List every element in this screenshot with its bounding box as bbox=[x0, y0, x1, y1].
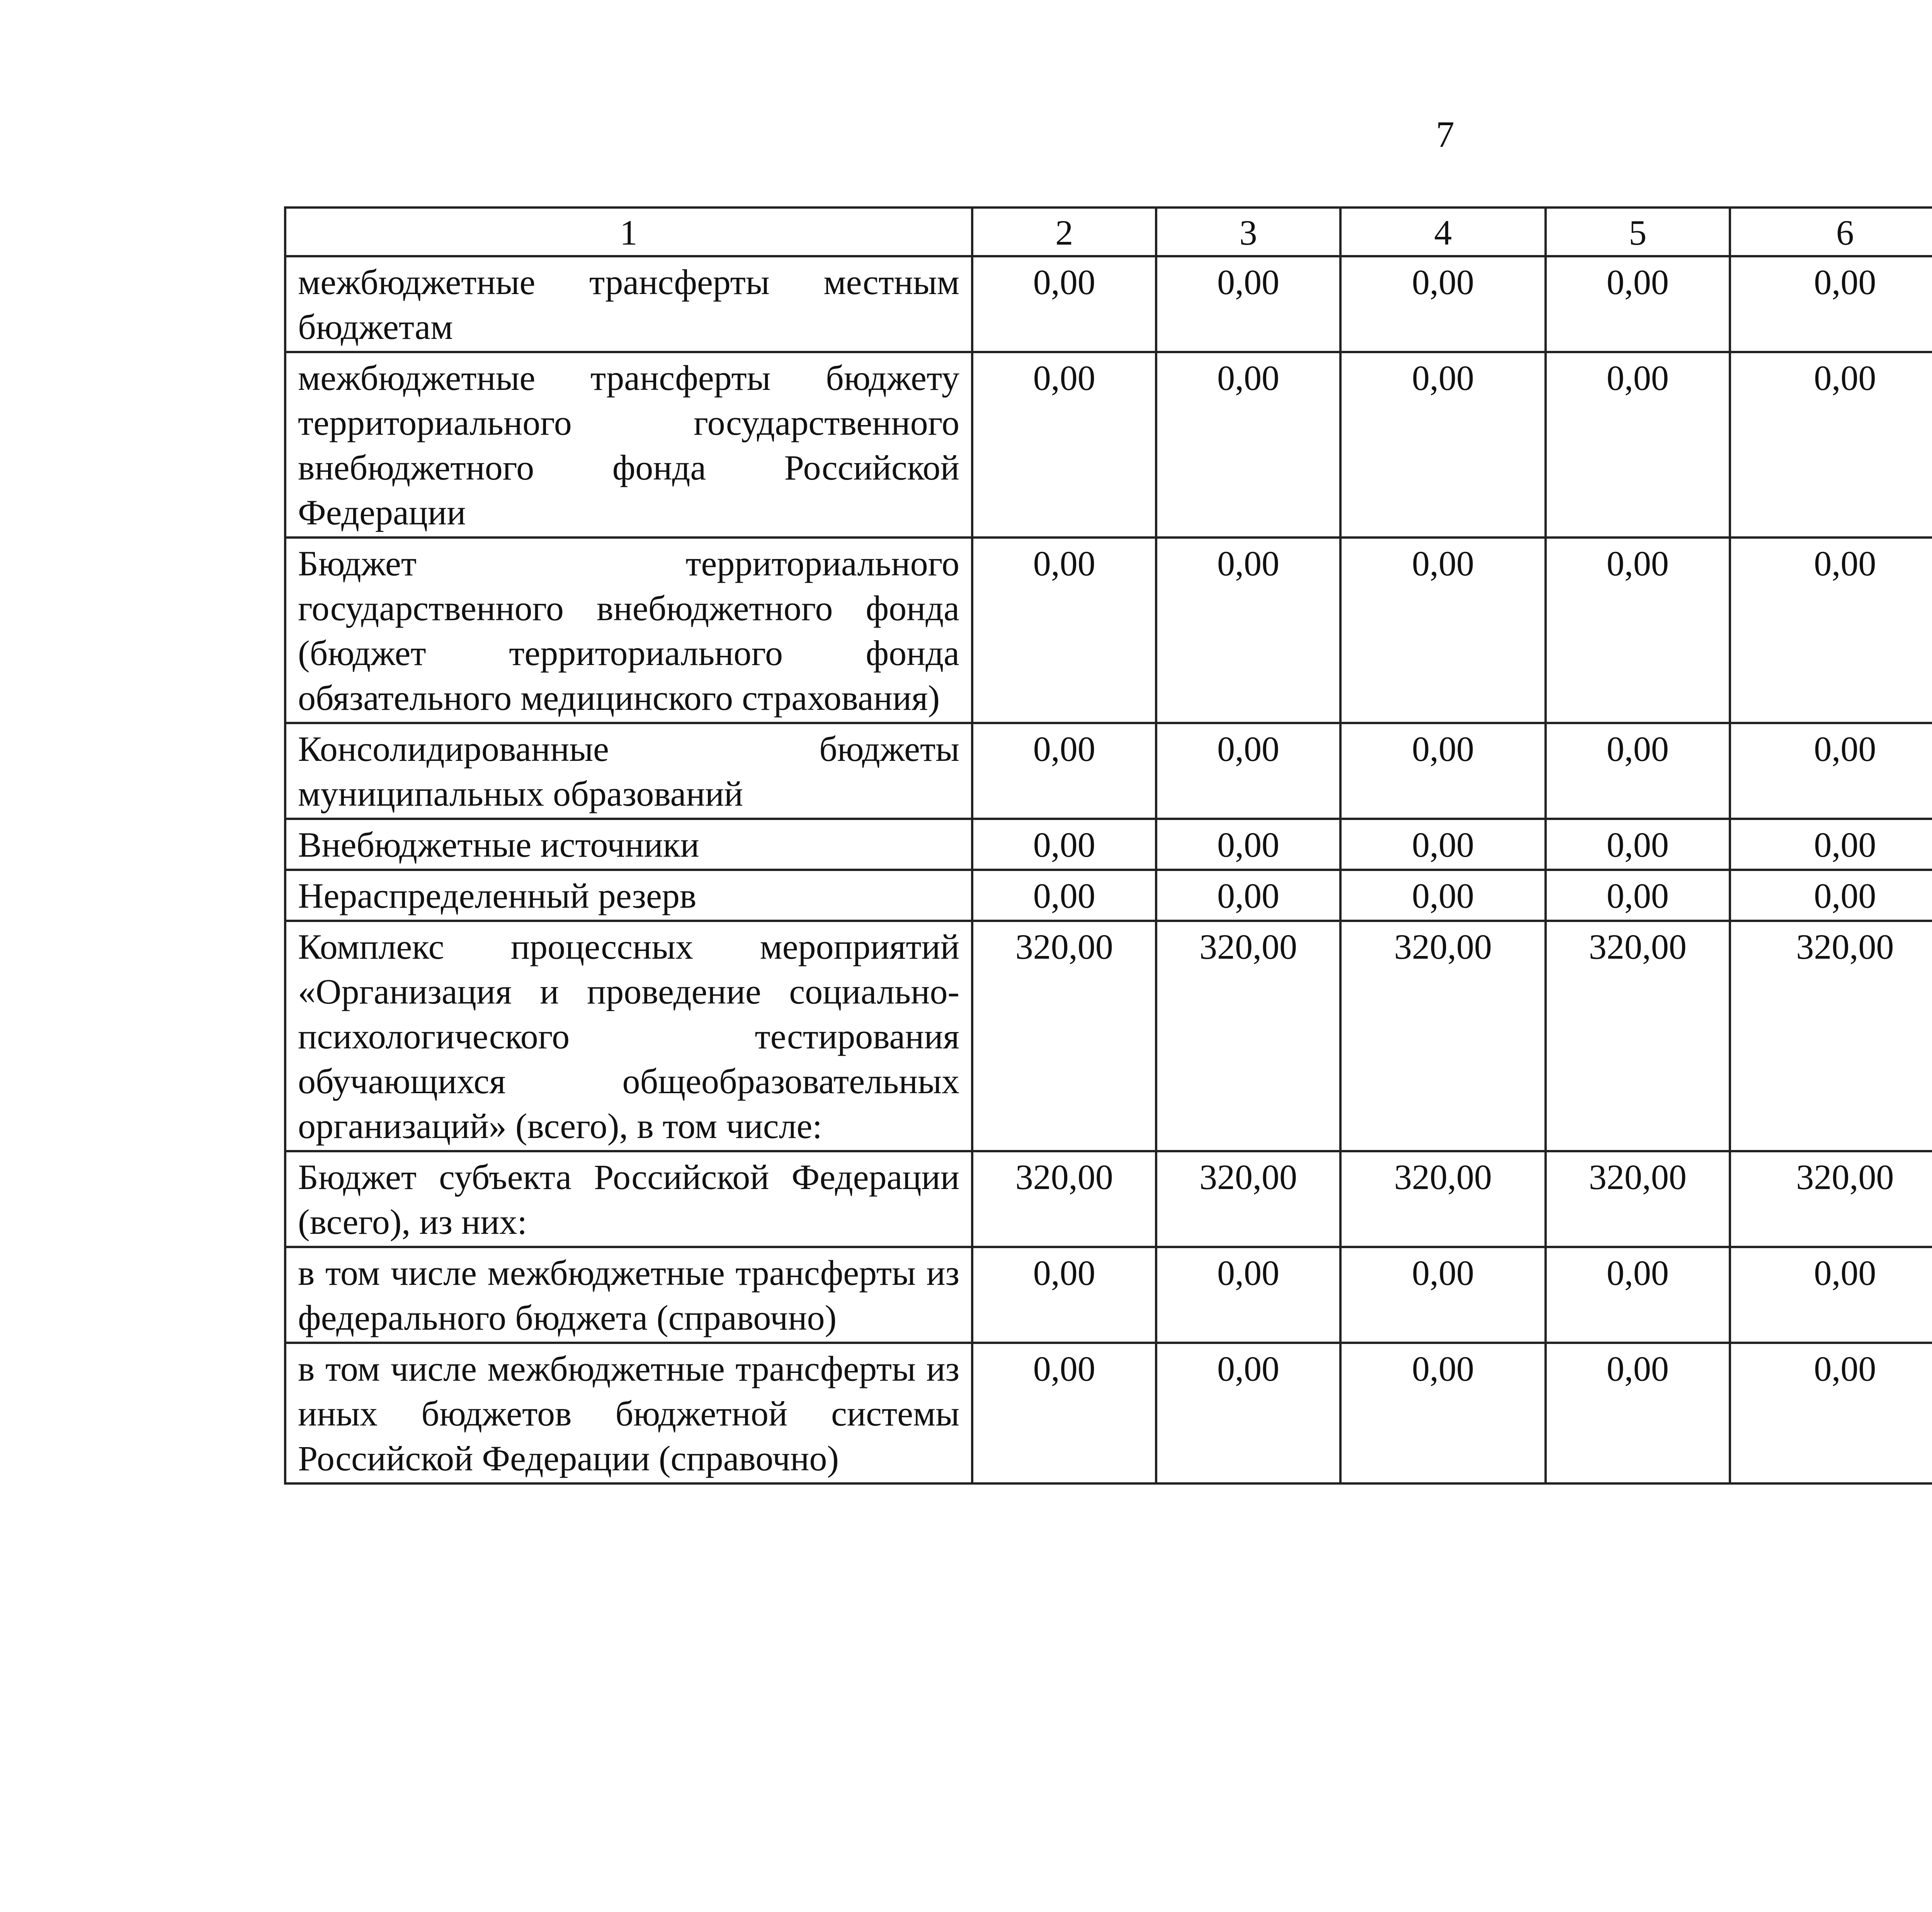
value-cell: 0,00 bbox=[1730, 538, 1932, 723]
value-cell: 0,00 bbox=[972, 256, 1156, 352]
value-cell: 320,00 bbox=[1730, 1151, 1932, 1247]
value-cell: 0,00 bbox=[1730, 723, 1932, 819]
page-number: 7 bbox=[1436, 114, 1454, 155]
value-cell: 0,00 bbox=[972, 819, 1156, 870]
table-row bbox=[285, 352, 1932, 538]
column-header: 4 bbox=[1340, 208, 1546, 256]
table-row bbox=[285, 538, 1932, 723]
value-cell: 320,00 bbox=[972, 921, 1156, 1151]
value-cell: 320,00 bbox=[1156, 921, 1340, 1151]
value-cell: 0,00 bbox=[1730, 819, 1932, 870]
row-label: Внебюджетные источники bbox=[285, 819, 972, 870]
value-cell: 0,00 bbox=[1156, 870, 1340, 921]
table-body bbox=[285, 256, 1932, 1483]
row-label: Комплекс процессных мероприятий «Организация и проведение социально-психологического тестирования обучающихся общеобразовательных организаций» (всего), в том числе: bbox=[285, 921, 972, 1151]
value-cell: 320,00 bbox=[1156, 1151, 1340, 1247]
value-cell: 0,00 bbox=[1546, 723, 1730, 819]
value-cell: 0,00 bbox=[1156, 352, 1340, 538]
value-cell: 320,00 bbox=[1730, 921, 1932, 1151]
value-cell: 0,00 bbox=[1156, 723, 1340, 819]
row-label: Бюджет субъекта Российской Федерации (всего), из них: bbox=[285, 1151, 972, 1247]
value-cell: 0,00 bbox=[1546, 1247, 1730, 1343]
value-cell: 0,00 bbox=[1730, 352, 1932, 538]
value-cell: 0,00 bbox=[1730, 1343, 1932, 1483]
column-number-row bbox=[285, 208, 1932, 256]
value-cell: 320,00 bbox=[1340, 1151, 1546, 1247]
row-label: Бюджет территориального государственного внебюджетного фонда (бюджет территориального фонда обязательного медицинского страхования) bbox=[285, 538, 972, 723]
column-header: 3 bbox=[1156, 208, 1340, 256]
row-label: в том числе межбюджетные трансферты из федерального бюджета (справочно) bbox=[285, 1247, 972, 1343]
value-cell: 0,00 bbox=[972, 352, 1156, 538]
column-header: 6 bbox=[1730, 208, 1932, 256]
value-cell: 320,00 bbox=[1546, 1151, 1730, 1247]
value-cell: 0,00 bbox=[1546, 870, 1730, 921]
value-cell: 0,00 bbox=[1156, 1343, 1340, 1483]
value-cell: 0,00 bbox=[1156, 538, 1340, 723]
value-cell: 0,00 bbox=[972, 723, 1156, 819]
value-cell: 0,00 bbox=[1340, 352, 1546, 538]
value-cell: 0,00 bbox=[1340, 1247, 1546, 1343]
column-header: 2 bbox=[972, 208, 1156, 256]
budget-table bbox=[284, 206, 1932, 1485]
value-cell: 0,00 bbox=[1156, 1247, 1340, 1343]
value-cell: 0,00 bbox=[1340, 538, 1546, 723]
value-cell: 0,00 bbox=[1340, 819, 1546, 870]
row-label: в том числе межбюджетные трансферты из иных бюджетов бюджетной системы Российской Федерации (справочно) bbox=[285, 1343, 972, 1483]
value-cell: 0,00 bbox=[1546, 1343, 1730, 1483]
table-row bbox=[285, 723, 1932, 819]
value-cell: 320,00 bbox=[972, 1151, 1156, 1247]
value-cell: 0,00 bbox=[1546, 256, 1730, 352]
table-row bbox=[285, 256, 1932, 352]
value-cell: 320,00 bbox=[1546, 921, 1730, 1151]
column-header: 5 bbox=[1546, 208, 1730, 256]
value-cell: 0,00 bbox=[1156, 819, 1340, 870]
table-row bbox=[285, 1247, 1932, 1343]
value-cell: 0,00 bbox=[972, 870, 1156, 921]
column-header: 1 bbox=[285, 208, 972, 256]
row-label: Консолидированные бюджеты муниципальных образований bbox=[285, 723, 972, 819]
row-label: межбюджетные трансферты бюджету территориального государственного внебюджетного фонда Российской Федерации bbox=[285, 352, 972, 538]
value-cell: 0,00 bbox=[972, 538, 1156, 723]
value-cell: 0,00 bbox=[1546, 538, 1730, 723]
table-row bbox=[285, 870, 1932, 921]
table-row bbox=[285, 921, 1932, 1151]
table-row bbox=[285, 819, 1932, 870]
value-cell: 0,00 bbox=[1156, 256, 1340, 352]
value-cell: 0,00 bbox=[1340, 256, 1546, 352]
value-cell: 0,00 bbox=[1340, 1343, 1546, 1483]
value-cell: 320,00 bbox=[1340, 921, 1546, 1151]
value-cell: 0,00 bbox=[972, 1343, 1156, 1483]
value-cell: 0,00 bbox=[972, 1247, 1156, 1343]
table-row bbox=[285, 1343, 1932, 1483]
table-row bbox=[285, 1151, 1932, 1247]
row-label: межбюджетные трансферты местным бюджетам bbox=[285, 256, 972, 352]
value-cell: 0,00 bbox=[1730, 870, 1932, 921]
value-cell: 0,00 bbox=[1546, 819, 1730, 870]
value-cell: 0,00 bbox=[1546, 352, 1730, 538]
value-cell: 0,00 bbox=[1340, 723, 1546, 819]
value-cell: 0,00 bbox=[1340, 870, 1546, 921]
row-label: Нераспределенный резерв bbox=[285, 870, 972, 921]
value-cell: 0,00 bbox=[1730, 1247, 1932, 1343]
value-cell: 0,00 bbox=[1730, 256, 1932, 352]
